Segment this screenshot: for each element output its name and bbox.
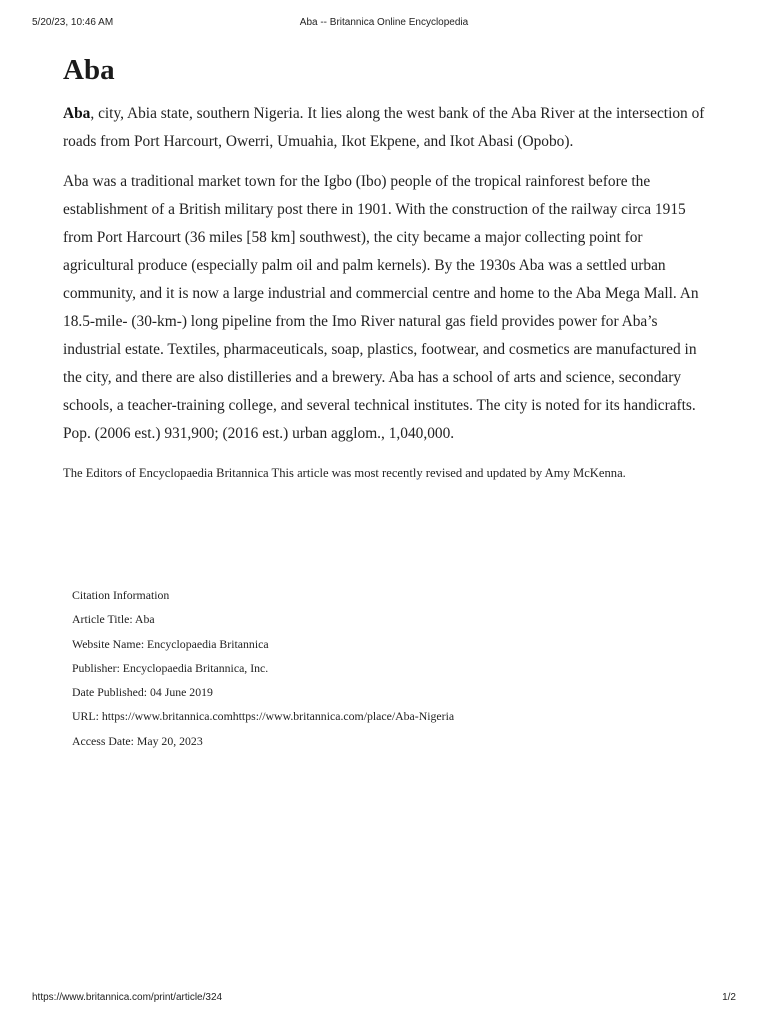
intro-term: Aba: [63, 105, 91, 122]
citation-url: URL: https://www.britannica.comhttps://www.britannica.com/place/Aba-Nigeria: [72, 709, 455, 724]
citation-information: [72, 583, 454, 753]
citation-article-title: Article Title: Aba: [72, 612, 155, 627]
print-document-title: Aba -- Britannica Online Encyclopedia: [299, 17, 469, 28]
intro-paragraph: [63, 100, 713, 156]
print-footer: [32, 992, 736, 1006]
citation-website-name: Website Name: Encyclopaedia Britannica: [72, 636, 269, 651]
print-header: [32, 17, 736, 31]
page-number: 1/2: [722, 992, 736, 1003]
body-paragraph: Aba was a traditional market town for the Igbo (Ibo) people of the tropical rainforest before the establishment of a British military post there in 1901. With the construction of the railway circa 1915 from Port Harcourt (36 miles [58 km] southwest), the city became a major collecting point for agricultural produce (especially palm oil and palm kernels). By the 1930s Aba was a settled urban community, and it is now a large industrial and commercial centre and home to the Aba Mega Mall. An 18.5-mile- (30-km-) long pipeline from the Imo River natural gas field provides power for Aba’s industrial estate. Textiles, pharmaceuticals, soap, plastics, footwear, and cosmetics are manufactured in the city, and there are also distilleries and a brewery. Aba has a school of arts and science, secondary schools, a teacher-training college, and several technical institutes. The city is noted for its handicrafts. Pop. (2006 est.) 931,900; (2016 est.) urban agglom., 1,040,000.: [63, 173, 699, 442]
print-url: https://www.britannica.com/print/article/324: [32, 992, 223, 1003]
article-title: Aba: [63, 54, 115, 86]
citation-heading: Citation Information: [72, 588, 170, 602]
citation-access-date: Access Date: May 20, 2023: [72, 733, 203, 748]
citation-publisher: Publisher: Encyclopaedia Britannica, Inc.: [72, 660, 269, 675]
article: [63, 52, 713, 482]
print-datetime: 5/20/23, 10:46 AM: [32, 17, 114, 28]
citation-date-published: Date Published: 04 June 2019: [72, 685, 213, 700]
editor-credit: The Editors of Encyclopaedia Britannica This article was most recently revised and updated by Amy McKenna.: [63, 466, 626, 480]
intro-text: , city, Abia state, southern Nigeria. It lies along the west bank of the Aba River at the intersection of roads from Port Harcourt, Owerri, Umuahia, Ikot Ekpene, and Ikot Abasi (Opobo).: [63, 105, 705, 150]
